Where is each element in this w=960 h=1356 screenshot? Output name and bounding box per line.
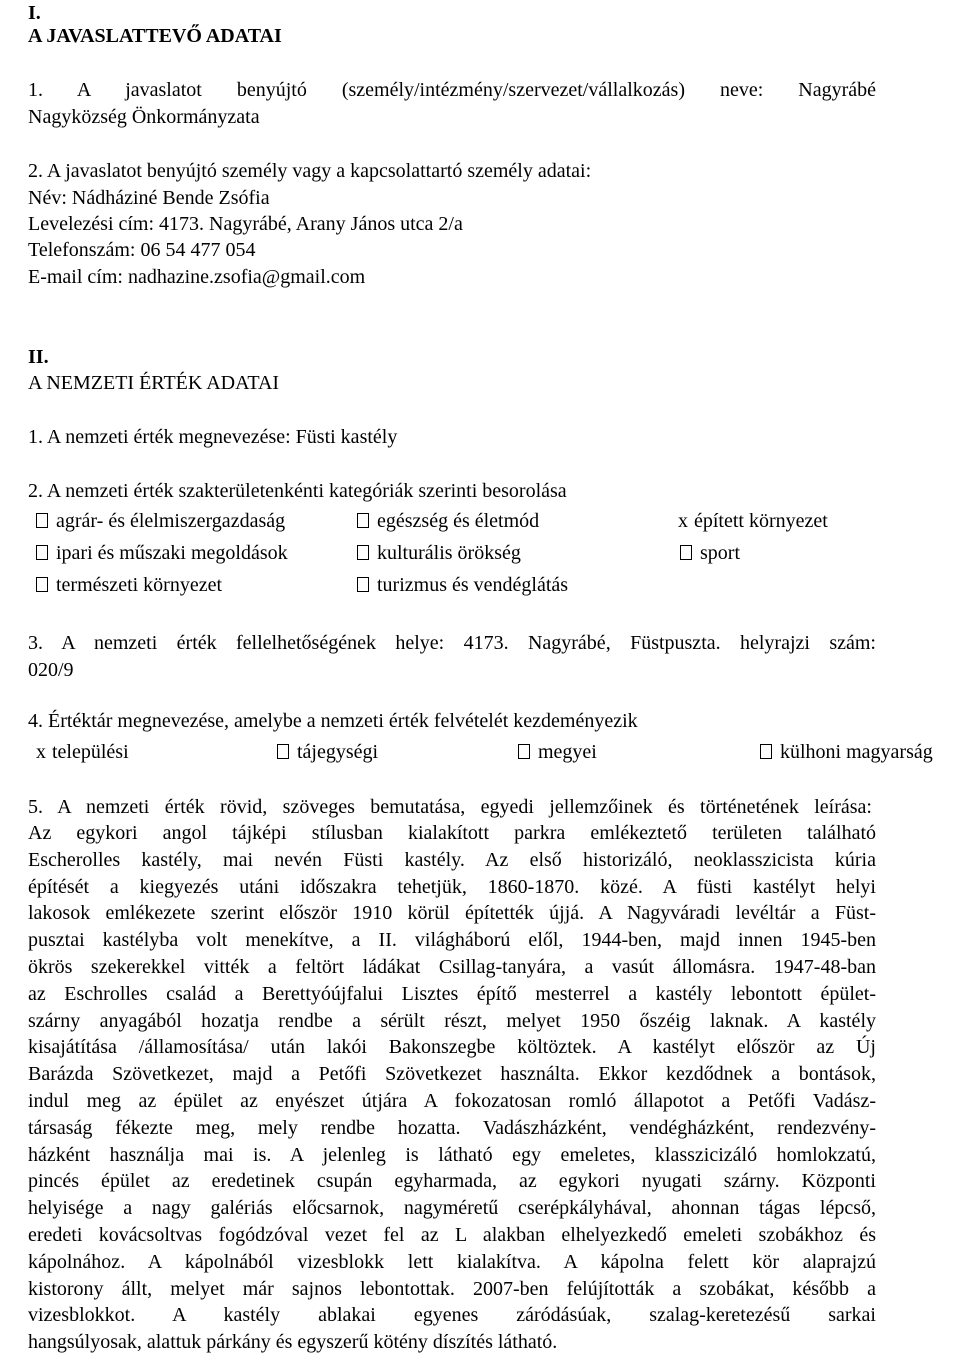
repository-label: külhoni magyarság: [780, 741, 933, 763]
category-label: turizmus és vendéglátás: [377, 574, 569, 596]
description-line: indul meg az épület az enyészet útjára A fokozatosan romló állapotot a Petőfi Vadász-: [28, 1089, 876, 1112]
repository-option[interactable]: [760, 739, 933, 765]
checkbox-icon[interactable]: [357, 577, 369, 592]
section-2-number: II.: [28, 346, 49, 368]
contact-phone: Telefonszám: 06 54 477 054: [28, 239, 256, 261]
contact-address: Levelezési cím: 4173. Nagyrábé, Arany János utca 2/a: [28, 213, 463, 235]
check-mark[interactable]: x: [36, 741, 46, 763]
checkbox-icon[interactable]: [760, 744, 772, 759]
description-line: pincés épület az eredetinek csupán egyharmada, az egykori nyugati szárny. Központi: [28, 1170, 876, 1193]
checkbox-icon[interactable]: [680, 545, 692, 560]
submitter-name-line-2: Nagyközség Önkormányzata: [28, 106, 260, 128]
section-1-number: I.: [28, 2, 41, 24]
description-line: az Eschrolles család a Berettyóújfalui Lisztes építő mesterrel a kastély lebontott épület-: [28, 982, 876, 1005]
checkbox-icon[interactable]: [36, 577, 48, 592]
checkbox-icon[interactable]: [36, 545, 48, 560]
checkbox-icon[interactable]: [277, 744, 289, 759]
category-option[interactable]: [357, 572, 568, 598]
category-label: épített környezet: [694, 510, 828, 532]
description-line: vizesblokkot. A kastély ablakai egyenes záródásúak, szalag-keretezésű sarkai: [28, 1304, 876, 1327]
description-line: helyisége a nagy galériás előcsarnok, nagyméretű cserépkályhával, ahonnan tágas lépcső,: [28, 1197, 876, 1220]
category-heading: 2. A nemzeti érték szakterületenkénti kategóriák szerinti besorolása: [28, 480, 567, 502]
section-2-title: A NEMZETI ÉRTÉK ADATAI: [28, 372, 280, 394]
contact-name: Név: Nádháziné Bende Zsófia: [28, 187, 270, 209]
repository-label: tájegységi: [297, 741, 379, 763]
description-line: kisajátítása /államosítása/ után lakói Bakonszegbe költöztek. A kastélyt először az Új: [28, 1036, 876, 1059]
repository-heading: 4. Értéktár megnevezése, amelybe a nemzeti érték felvételét kezdeményezik: [28, 710, 638, 732]
description-line: Barázda Szövetkezet, majd a Petőfi Szövetkezet használta. Ekkor kezdődnek a bontások,: [28, 1063, 876, 1086]
category-label: sport: [700, 542, 740, 564]
contact-heading: 2. A javaslatot benyújtó személy vagy a kapcsolattartó személy adatai:: [28, 160, 592, 182]
location-line-2: 020/9: [28, 659, 74, 681]
description-text: [28, 820, 876, 1356]
description-heading: 5. A nemzeti érték rövid, szöveges bemutatása, egyedi jellemzőinek és történetének leírása:: [28, 796, 872, 818]
checkbox-icon[interactable]: [36, 513, 48, 528]
checkbox-icon[interactable]: [518, 744, 530, 759]
repository-option[interactable]: [518, 739, 597, 765]
repository-label: települési: [52, 741, 129, 763]
category-option[interactable]: [36, 572, 222, 598]
category-label: kulturális örökség: [377, 542, 521, 564]
description-line: kistorony állt, melyet már sajnos lebontottak. 2007-ben felújították a szobákat, később a: [28, 1277, 876, 1300]
description-line: hangsúlyosak, alattuk párkány és egyszerű kötény díszítés látható.: [28, 1331, 558, 1354]
description-line: kápolnához. A kápolnából vizesblokk lett kialakítva. A kápolna felett kör alaprajzú: [28, 1250, 876, 1273]
category-label: egészség és életmód: [377, 510, 540, 532]
category-option[interactable]: [357, 540, 521, 566]
checkbox-icon[interactable]: [357, 513, 369, 528]
description-line: Az egykori angol tájképi stílusban kialakított parkra emlékeztető területen található: [28, 822, 876, 844]
repository-label: megyei: [538, 741, 597, 763]
description-line: Escherolles kastély, mai nevén Füsti kastély. Az első historizáló, neoklasszicista kúria: [28, 848, 876, 871]
check-mark[interactable]: x: [678, 510, 688, 532]
submitter-name-line-1: 1. A javaslatot benyújtó (személy/intézmény/szervezet/vállalkozás) neve: Nagyrábé: [28, 79, 876, 101]
category-label: természeti környezet: [56, 574, 223, 596]
description-line: szárny anyagából hozatja rendbe a sérült részt, melyet 1950 őszéig laknak. A kastély: [28, 1009, 876, 1032]
section-1-title: A JAVASLATTEVŐ ADATAI: [28, 25, 282, 47]
description-line: lakosok emlékezete szerint először 1910 körül építették újjá. A Nagyváradi levéltár a Füst-: [28, 902, 876, 925]
value-name: 1. A nemzeti érték megnevezése: Füsti kastély: [28, 426, 398, 448]
checkbox-icon[interactable]: [357, 545, 369, 560]
category-option-checked[interactable]: [678, 508, 828, 534]
contact-email: E-mail cím: nadhazine.zsofia@gmail.com: [28, 266, 366, 288]
category-option[interactable]: [36, 508, 285, 534]
repository-option-checked[interactable]: [36, 739, 129, 765]
description-line: ökrös szekerekkel vitték a feltört ládákat Csillag-tanyára, a vasút állomásra. 1947-48-ban: [28, 955, 876, 978]
category-option[interactable]: [357, 508, 539, 534]
location-line-1: 3. A nemzeti érték fellelhetőségének helye: 4173. Nagyrábé, Füstpuszta. helyrajzi szám:: [28, 632, 876, 654]
description-line: építését a kiegyezés utáni időszakra tehetjük, 1860-1870. közé. A füsti kastélyt helyi: [28, 875, 876, 898]
description-line: házként használja mai is. A jelenleg is látható egy emeletes, klasszicizáló homlokzatú,: [28, 1143, 876, 1166]
description-line: társaság fékezte meg, mely rendbe hozatta. Vadászházként, vendégházként, rendezvény-: [28, 1116, 876, 1139]
category-option[interactable]: [680, 540, 740, 566]
category-label: agrár- és élelmiszergazdaság: [56, 510, 286, 532]
description-line: eredeti kovácsoltvas fogódzóval vezet fel az L alakban elhelyezkedő emeleti szobákhoz és: [28, 1223, 876, 1246]
repository-option[interactable]: [277, 739, 378, 765]
category-label: ipari és műszaki megoldások: [56, 542, 288, 564]
category-option[interactable]: [36, 540, 288, 566]
description-line: pusztai kastélyba volt menekítve, a II. világháború elől, 1944-ben, majd innen 1945-ben: [28, 929, 876, 952]
